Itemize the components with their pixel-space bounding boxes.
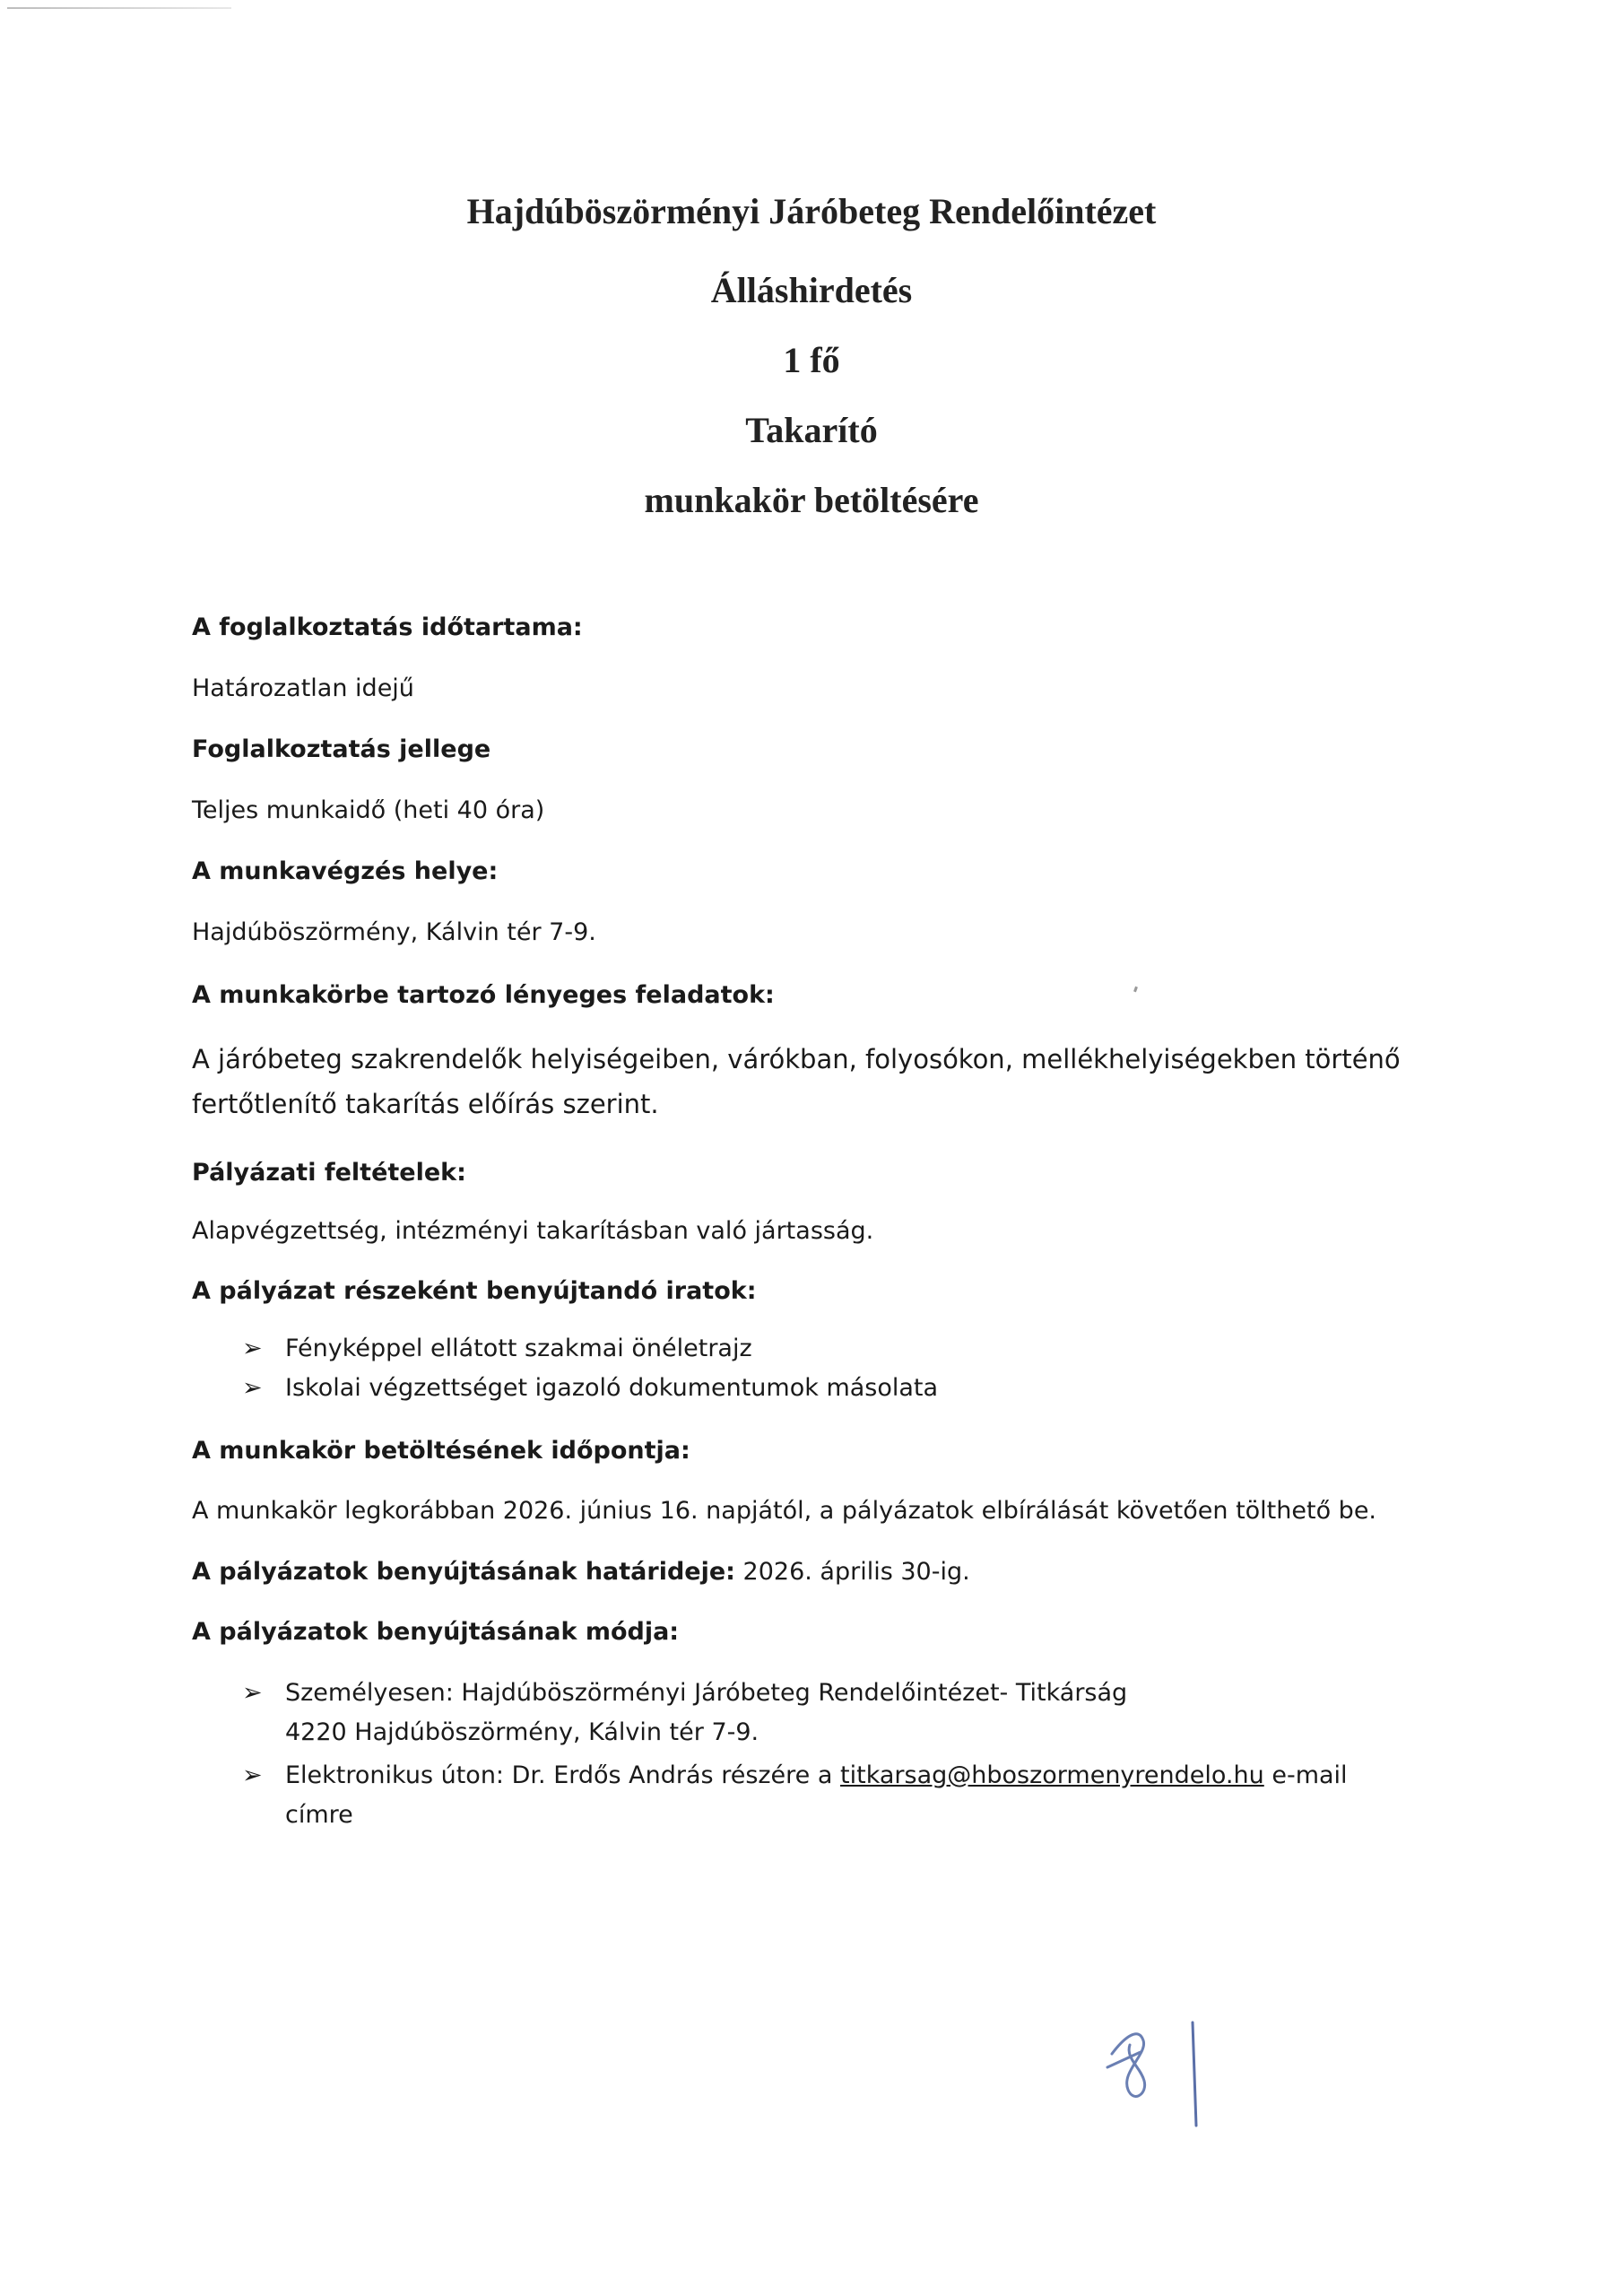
conditions-value: Alapvégzettség, intézményi takarításban való jártasság. xyxy=(192,1217,874,1245)
position-count: 1 fő xyxy=(783,340,840,380)
institution-title: Hajdúböszörményi Járóbeteg Rendelőintézet xyxy=(466,191,1157,231)
submission-electronic-continuation: címre xyxy=(285,1801,353,1829)
start-date-label: A munkakör betöltésének időpontja: xyxy=(192,1437,690,1465)
position-title: Takarító xyxy=(745,410,878,450)
employment-type-label: Foglalkoztatás jellege xyxy=(192,735,491,763)
arrowhead-bullet-icon: ➢ xyxy=(242,1761,263,1789)
documents-list-item: ➢ Iskolai végzettséget igazoló dokumentumok másolata xyxy=(242,1370,938,1406)
location-value: Hajdúböszörmény, Kálvin tér 7-9. xyxy=(192,918,596,946)
tasks-label: A munkakörbe tartozó lényeges feladatok: xyxy=(192,981,775,1009)
arrowhead-bullet-icon: ➢ xyxy=(242,1335,263,1362)
conditions-label: Pályázati feltételek: xyxy=(192,1159,466,1187)
deadline-label: A pályázatok benyújtásának határideje: xyxy=(192,1558,735,1586)
position-subtitle: munkakör betöltésére xyxy=(644,480,979,520)
tasks-line-2: fertőtlenítő takarítás előírás szerint. xyxy=(192,1089,659,1119)
submission-address: 4220 Hajdúböszörmény, Kálvin tér 7-9. xyxy=(285,1718,759,1746)
deadline-value: 2026. április 30-ig. xyxy=(734,1558,970,1586)
submission-method-item: ➢ Személyesen: Hajdúböszörményi Járóbeteg Rendelőintézet- Titkárság xyxy=(242,1675,1127,1711)
tasks-line-1: A járóbeteg szakrendelők helyiségeiben, várókban, folyosókon, mellékhelyiségekben történő xyxy=(192,1044,1401,1074)
employment-type-value: Teljes munkaidő (heti 40 óra) xyxy=(192,796,545,824)
location-label: A munkavégzés helye: xyxy=(192,857,499,885)
start-date-value: A munkakör legkorábban 2026. június 16. napjától, a pályázatok elbírálását követően tölthető be. xyxy=(192,1497,1377,1525)
submission-method-label: A pályázatok benyújtásának módja: xyxy=(192,1618,680,1646)
documents-list-item: ➢ Fényképpel ellátott szakmai önéletrajz xyxy=(242,1331,752,1367)
handwritten-page-number xyxy=(1103,2018,1211,2170)
scan-edge-mark xyxy=(7,7,231,9)
arrowhead-bullet-icon: ➢ xyxy=(242,1374,263,1402)
document-type-title: Álláshirdetés xyxy=(710,270,913,310)
duration-label: A foglalkoztatás időtartama: xyxy=(192,613,583,641)
documents-label: A pályázat részeként benyújtandó iratok: xyxy=(192,1277,757,1305)
submission-method-item: ➢ Elektronikus úton: Dr. Erdős András részére a titkarsag@hboszormenyrendelo.hu e-mail xyxy=(242,1758,1435,1794)
deadline-line xyxy=(192,1554,1447,1590)
duration-value: Határozatlan idejű xyxy=(192,674,414,702)
arrowhead-bullet-icon: ➢ xyxy=(242,1679,263,1707)
email-link[interactable]: titkarsag@hboszormenyrendelo.hu xyxy=(840,1761,1264,1789)
